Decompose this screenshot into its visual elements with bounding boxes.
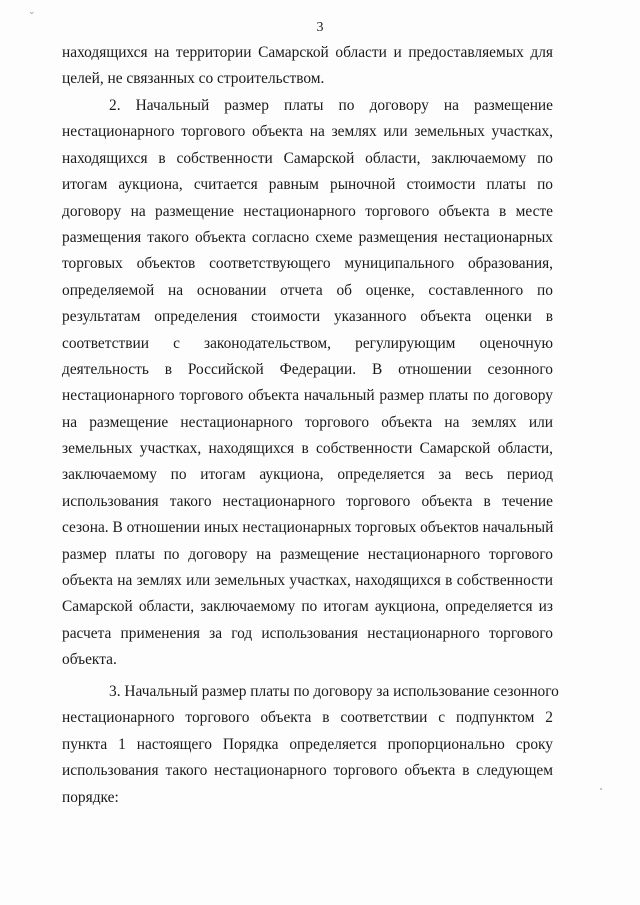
text-line: объекта. (62, 651, 117, 669)
text-line: сезона. В отношении иных нестационарных торговых объектов начальный (62, 519, 554, 537)
text-line: нестационарного торгового объекта в соответствии с подпунктом 2 (62, 709, 553, 727)
text-line: договору на размещение нестационарного торгового объекта в месте (62, 202, 553, 220)
text-line: находящихся на территории Самарской области и предоставляемых для (62, 44, 553, 61)
text-line: целей, не связанных со строительством. (62, 70, 325, 88)
text-line: использования такого нестационарного торгового объекта в следующем (62, 762, 553, 780)
text-line: нестационарного торгового объекта на землях или земельных участках, (62, 123, 553, 141)
text-line: деятельность в Российской Федерации. В отношении сезонного (62, 360, 553, 378)
text-line: объекта на землях или земельных участках, находящихся в собственности (62, 572, 553, 590)
text-line: земельных участках, находящихся в собственности Самарской области, (62, 440, 553, 458)
text-line: 3. Начальный размер платы по договору за использование сезонного (109, 683, 559, 700)
text-line: пункта 1 настоящего Порядка определяется пропорционально сроку (62, 735, 553, 753)
paragraph-continuation (62, 40, 553, 93)
text-line: соответствии с законодательством, регулирующим оценочную (62, 334, 553, 352)
scan-speck (600, 788, 602, 790)
text-line: заключаемому по итогам аукциона, определяется за весь период (62, 466, 553, 484)
text-line: использования такого нестационарного торгового объекта в течение (62, 492, 553, 510)
text-line: находящихся в собственности Самарской области, заключаемому по (62, 149, 553, 167)
text-line: нестационарного торгового объекта начальный размер платы по договору (62, 387, 553, 405)
text-line: торговых объектов соответствующего муниципального образования, (62, 255, 553, 273)
text-line: 2. Начальный размер платы по договору на размещение (109, 97, 553, 114)
text-line: на размещение нестационарного торгового объекта на землях или (62, 413, 553, 431)
text-line: Самарской области, заключаемому по итогам аукциона, определяется из (62, 598, 553, 616)
paragraph-item-3 (62, 679, 559, 811)
text-line: итогам аукциона, считается равным рыночной стоимости платы по (62, 176, 553, 194)
text-line: порядке: (62, 788, 119, 806)
page-number: 3 (316, 20, 324, 35)
text-line: определяемой на основании отчета об оценке, составленного по (62, 281, 553, 299)
text-line: размер платы по договору на размещение нестационарного торгового (62, 545, 553, 563)
text-line: расчета применения за год использования нестационарного торгового (62, 624, 553, 642)
text-line: результатам определения стоимости указанного объекта оценки в (62, 308, 553, 326)
scan-artifact-icon: ⌄ (28, 6, 36, 16)
paragraph-item-2 (62, 93, 553, 674)
text-line: размещения такого объекта согласно схеме размещения нестационарных (62, 228, 553, 246)
